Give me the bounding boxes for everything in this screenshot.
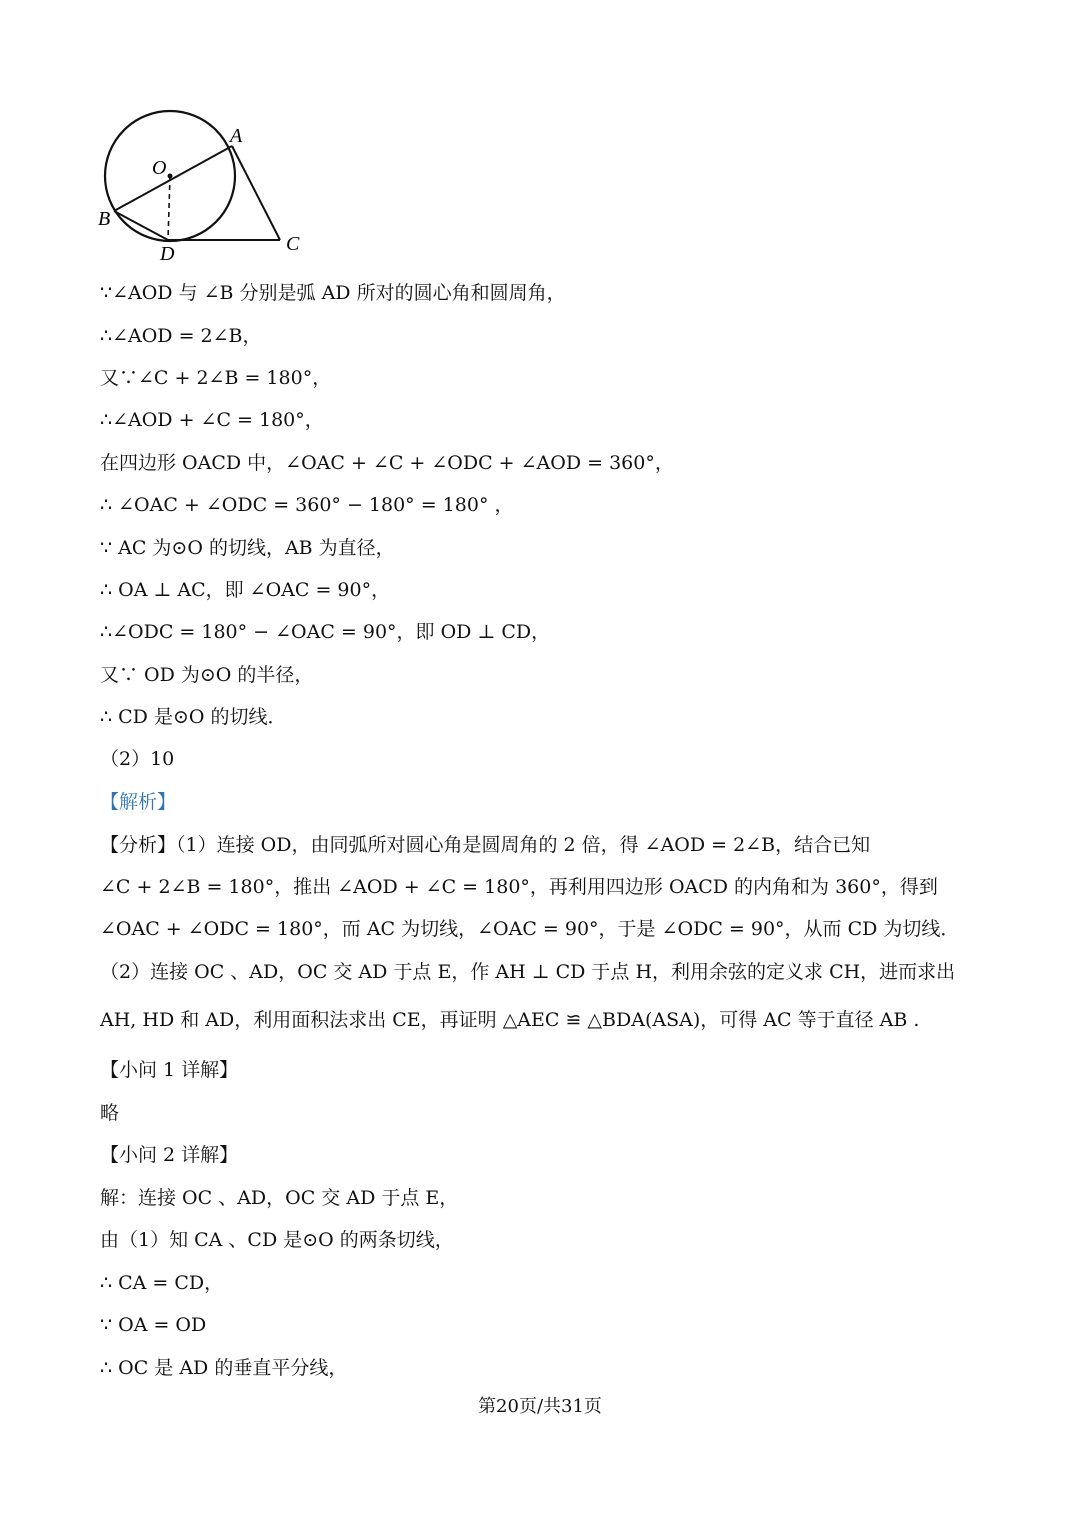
- page-footer: 第20页/共31页: [478, 1396, 602, 1417]
- sub2-line-2: 由（1）知 CA 、CD 是⊙O 的两条切线，: [100, 1229, 454, 1251]
- proof-line-6: ∴ ∠OAC + ∠ODC = 360° − 180° = 180° ，: [100, 494, 514, 516]
- proof-line-3: 又∵∠C + 2∠B = 180°，: [100, 367, 332, 389]
- answer-part-2: （2）10: [100, 748, 175, 770]
- label-a: A: [230, 125, 243, 147]
- proof-line-5: 在四边形 OACD 中，∠OAC + ∠C + ∠ODC + ∠AOD = 360°，: [100, 452, 674, 474]
- proof-line-1: ∵∠AOD 与 ∠B 分别是弧 AD 所对的圆心角和圆周角，: [100, 282, 566, 304]
- geometry-figure: [92, 108, 322, 268]
- segment-ac: [232, 146, 280, 240]
- label-d: D: [160, 243, 175, 265]
- segment-ab: [114, 146, 232, 211]
- sub2-line-4: ∵ OA = OD: [100, 1314, 207, 1336]
- proof-line-2: ∴∠AOD = 2∠B，: [100, 325, 262, 347]
- label-o: O: [152, 157, 167, 179]
- sub1-body: 略: [100, 1102, 120, 1124]
- sub2-title: 【小问 2 详解】: [100, 1144, 239, 1166]
- proof-line-10: 又∵ OD 为⊙O 的半径，: [100, 664, 314, 686]
- center-point: [168, 174, 173, 179]
- segment-bd: [114, 211, 168, 240]
- sub2-line-5: ∴ OC 是 AD 的垂直平分线，: [100, 1357, 348, 1379]
- proof-line-11: ∴ CD 是⊙O 的切线．: [100, 706, 287, 728]
- analysis-line-4: （2）连接 OC 、AD，OC 交 AD 于点 E，作 AH ⊥ CD 于点 H，利用余弦的定义求 CH，进而求出: [100, 961, 956, 983]
- analysis-line-3: ∠OAC + ∠ODC = 180°，而 AC 为切线，∠OAC = 90°，于是 ∠ODC = 90°，从而 CD 为切线．: [100, 918, 960, 940]
- analysis-line-2: ∠C + 2∠B = 180°，推出 ∠AOD + ∠C = 180°，再利用四边形 OACD 的内角和为 360°，得到: [100, 876, 938, 898]
- label-c: C: [286, 233, 300, 255]
- sub2-line-3: ∴ CA = CD，: [100, 1272, 224, 1294]
- sub2-line-1: 解：连接 OC 、AD，OC 交 AD 于点 E，: [100, 1187, 459, 1209]
- proof-line-4: ∴∠AOD + ∠C = 180°，: [100, 409, 324, 431]
- analysis-label: 【解析】: [100, 791, 177, 813]
- proof-line-7: ∵ AC 为⊙O 的切线，AB 为直径，: [100, 537, 395, 559]
- analysis-line-5: AH, HD 和 AD，利用面积法求出 CE，再证明 △AEC ≌ △BDA(ASA)，可得 AC 等于直径 AB .: [100, 1009, 920, 1031]
- proof-line-8: ∴ OA ⊥ AC，即 ∠OAC = 90°，: [100, 579, 391, 601]
- label-b: B: [98, 208, 111, 230]
- analysis-line-1: 【分析】（1）连接 OD，由同弧所对圆心角是圆周角的 2 倍，得 ∠AOD = 2∠B，结合已知: [100, 834, 871, 856]
- sub1-title: 【小问 1 详解】: [100, 1059, 239, 1081]
- segment-od-dashed: [168, 176, 170, 240]
- proof-line-9: ∴∠ODC = 180° − ∠OAC = 90°，即 OD ⊥ CD，: [100, 621, 551, 643]
